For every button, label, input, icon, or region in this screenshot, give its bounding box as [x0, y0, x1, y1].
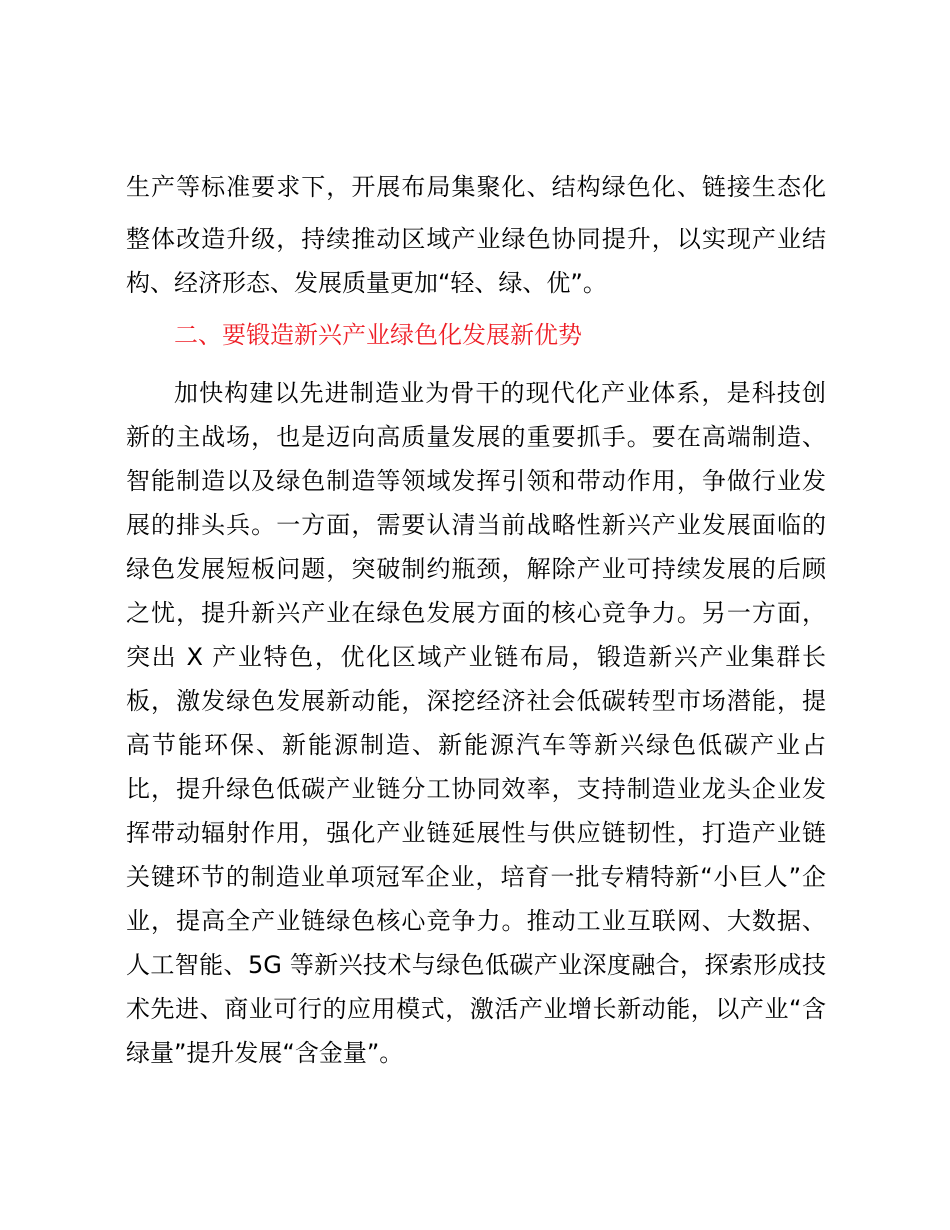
paragraph-2-line-9: 高节能环保、新能源制造、新能源汽车等新兴绿色低碳产业占 — [126, 731, 826, 759]
paragraph-2-line-10: 比，提升绿色低碳产业链分工协同效率，支持制造业龙头企业发 — [126, 775, 826, 803]
paragraph-1-line-1: 生产等标准要求下，开展布局集聚化、结构绿色化、链接生态化 — [126, 173, 826, 201]
paragraph-1-line-3: 构、经济形态、发展质量更加“轻、绿、优”。 — [126, 269, 607, 297]
paragraph-2-line-8: 板，激发绿色发展新动能，深挖经济社会低碳转型市场潜能，提 — [126, 687, 826, 715]
paragraph-2-line-12: 关键环节的制造业单项冠军企业，培育一批专精特新“小巨人”企 — [126, 863, 826, 891]
paragraph-2-line-13: 业，提高全产业链绿色核心竞争力。推动工业互联网、大数据、 — [126, 907, 826, 935]
paragraph-2-line-3: 智能制造以及绿色制造等领域发挥引领和带动作用，争做行业发 — [126, 467, 826, 495]
paragraph-2-line-4: 展的排头兵。一方面，需要认清当前战略性新兴产业发展面临的 — [126, 511, 826, 539]
paragraph-2-line-16: 绿量”提升发展“含金量”。 — [126, 1039, 404, 1067]
paragraph-2-line-6: 之忧，提升新兴产业在绿色发展方面的核心竞争力。另一方面， — [126, 599, 826, 627]
paragraph-2-line-5: 绿色发展短板问题，突破制约瓶颈，解除产业可持续发展的后顾 — [126, 555, 826, 583]
paragraph-1-line-2: 整体改造升级，持续推动区域产业绿色协同提升，以实现产业结 — [126, 225, 826, 253]
paragraph-2-line-7: 突出 X 产业特色，优化区域产业链布局，锻造新兴产业集群长 — [126, 643, 826, 671]
section-heading: 二、要锻造新兴产业绿色化发展新优势 — [174, 321, 582, 349]
paragraph-2-line-15: 术先进、商业可行的应用模式，激活产业增长新动能，以产业“含 — [126, 995, 826, 1023]
paragraph-2-line-2: 新的主战场，也是迈向高质量发展的重要抓手。要在高端制造、 — [126, 423, 826, 451]
paragraph-2-line-1: 加快构建以先进制造业为骨干的现代化产业体系，是科技创 — [174, 379, 826, 407]
paragraph-2-line-14: 人工智能、5G 等新兴技术与绿色低碳产业深度融合，探索形成技 — [126, 951, 826, 979]
paragraph-2-line-11: 挥带动辐射作用，强化产业链延展性与供应链韧性，打造产业链 — [126, 819, 826, 847]
